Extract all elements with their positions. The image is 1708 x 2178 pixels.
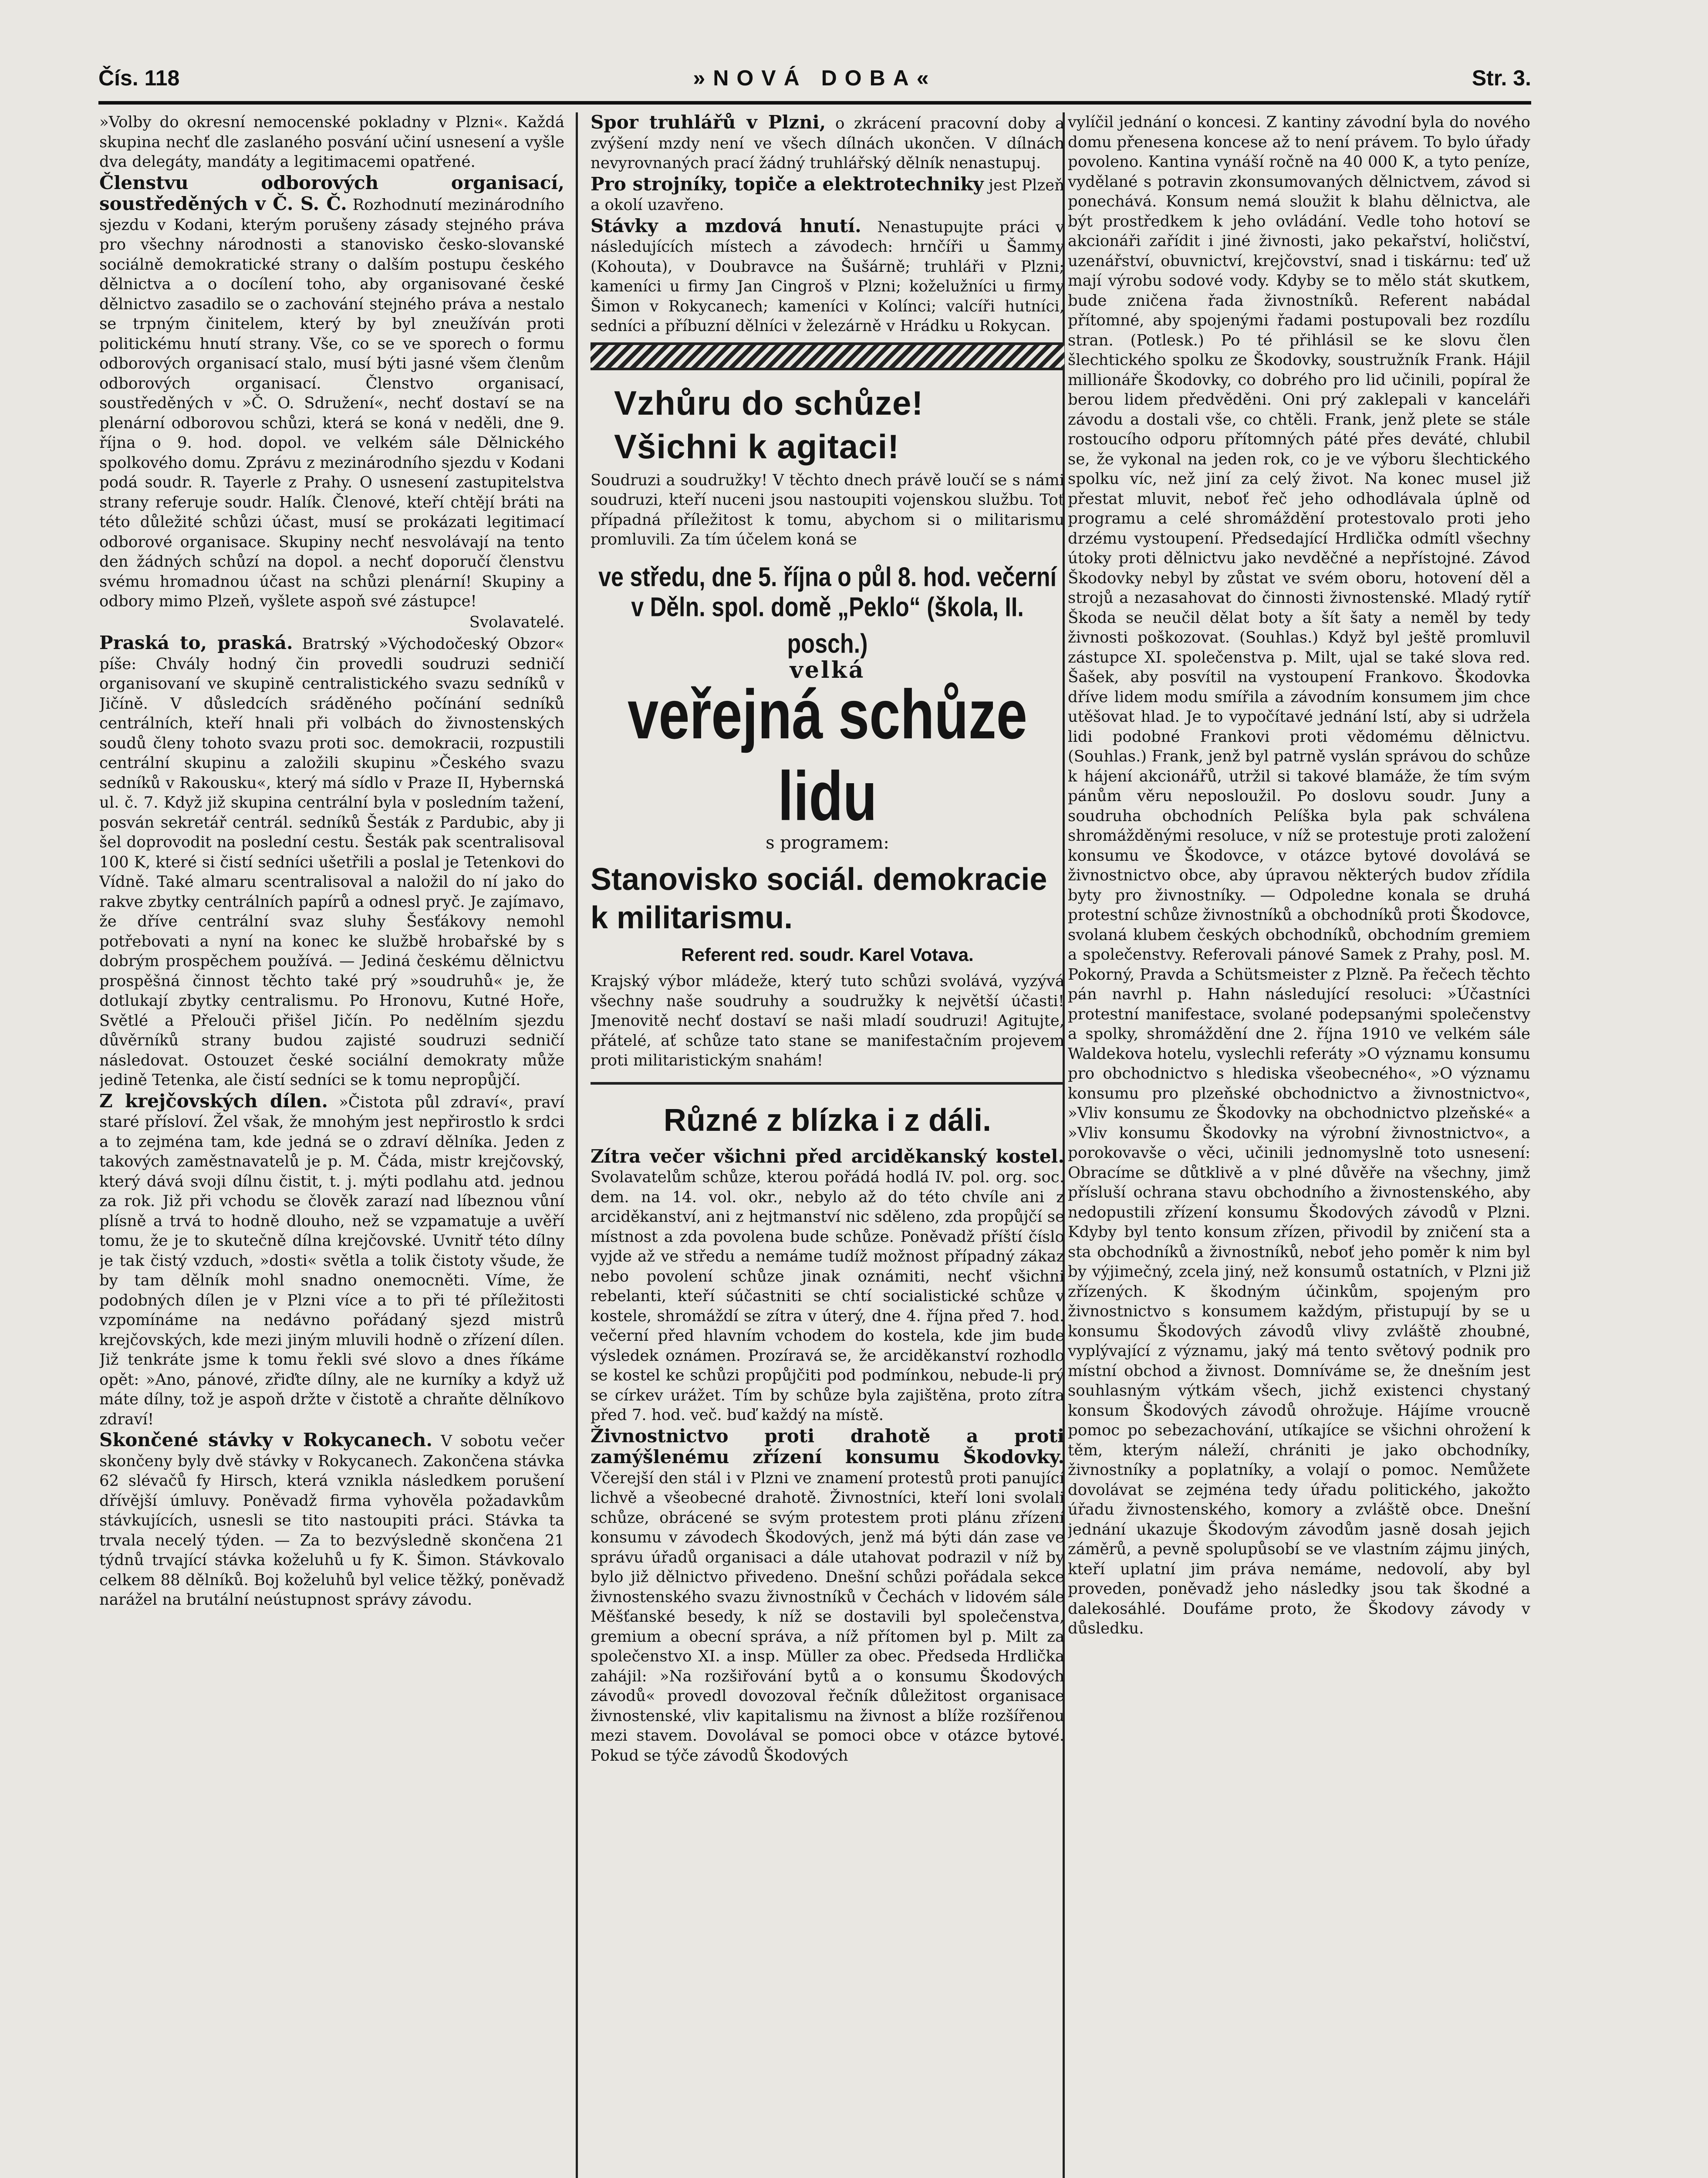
- article-text: Nenastupujte práci v následujících místech a závodech: hrnčíři u Šammy (Kohouta), v Doubravce na Šušárně; truhláři v Plzni; kameníci u firmy Jan Cingroš v Plzni; koželužníci u firmy Šimon v Rokycanech; kameníci v Kolínci; valcíři hutníci, sedníci a příbuzní dělníci v železárně v Hrádku u Rokycan.: [591, 218, 1064, 335]
- article-text: Rozhodnutí mezinárodního sjezdu v Kodani, kterým porušeny zásady stejného práva pro všechny národnosti a stanovisko česko-slovanské sociálně demokratické strany o dalším postupu českého dělnictva a o docílení toho, aby organisované české dělnictvo zasadilo se o zachování stejného práva a nestalo se trpným činitelem, který by byl zneužíván proti politickému hnutí strany. Vše, co se ve sporech o formu odborových organisací stalo, musí býti jasné všem členům odborových organisací. Členstvo organisací, soustředěných v »Č. O. Sdružení«, nechť dostaví se na plenární odborovou schůzi, která se koná v neděli, dne 9. října o 9. hod. dopol. ve velkém sále Dělnického spolkového domu. Zprávu z mezinárodního sjezdu v Kodani podá soudr. R. Tayerle z Prahy. O usnesení zastupitelstva strany referuje soudr. Halík. Členové, kteří chtějí bráti na této důležité schůzi účast, musí se prokázati legitimací odborové organisace. Skupiny nechť nesvolávají na tento den žádných schůzí na dopol. a nechť doporučí členstvu svému hromadnou účast na schůzi plenární! Skupiny a odbory mimo Plzeň, vyšlete aspoň své zástupce!: [99, 196, 564, 610]
- article-headline: Praská to, praská.: [99, 632, 293, 653]
- article-headline: Členstvu odborových organisací, soustředěných v Č. S. Č.: [99, 172, 564, 214]
- ad-title-1: Vzhůru do schůze!: [614, 383, 924, 422]
- section-title: Různé z blízka i z dáli.: [663, 1103, 992, 1138]
- ad-velka: velká: [790, 656, 865, 683]
- column-divider-1: [576, 112, 578, 2178]
- article-text: vylíčil jednání o koncesi. Z kantiny závodní byla do nového domu přenesena koncese až to není právem. To bylo úřady povoleno. Kantina vynáší ročně na 40 000 K, a tyto peníze, vydělané s potravin zkonsumovaných dělnictvem, závod si ponechává. Konsum nemá sloužit k blahu dělnictva, ale být prostředkem k jeho ovládání. Vedle toho hotoví se akcionáři zařídit i jiné živnosti, jako pekařství, holičství, uzenářství, obuvnictví, krejčovství, snad i tiskárnu: teď už mají výrobu sodové vody. Kdyby se to mělo stát skutkem, bude zničena řada živnostníků. Referent nabádal přítomné, aby spojenými řadami postupovali bez rozdílu stran. (Potlesk.) Po té přihlásil se ke slovu člen šlechtického spolku ze Škodovky, soustružník Frank. Hájil millionáře Škodovky, co dobrého pro lid učinili, popíral že berou lidem předvěděni. Oni prý zaklepali v kanceláři závodu a dostali vše, co chtěli. Frank, jenž plete se stále rostoucího odporu přítomných páté přes deváté, chlubil se, že vykonal na jeden rok, co je ve výboru šlechtického spolku víc, než jiní za celý život. Na konec musel již přestat mluvit, neboť řeč jeho odhodlávala úplně od programu a celé shromáždění protestovalo proti jeho drzému vystoupení. Předsedající Hrdlička odmítl všechny útoky proti dělnictvu jako nevděčné a nepřístojné. Závod Škodovky nebyl by zůstat ve svém oboru, hotovení děl a strojů a nezasahovat do činnosti živnostenské. Mladý rytíř Škoda se neučil dělat boty a šít šaty a neměl by tedy živnosti poškozovat. (Souhlas.) Když byl ještě promluvil zástupce XI. společenstva p. Milt, ujal se také slova red. Šašek, aby posvítil na vystoupení Frankovo. Škodovka dříve lidem modu smířila a závodním konsumem jim chce utěšovat hlad. Je to vypočítavé jednání lstí, aby si udržela lidi podobné Frankovi proti vědomému dělnictvu. (Souhlas.) Frank, jenž byl patrně vyslán správou do schůze k hájení akcionářů, utržil si takové blamáže, že tím svým pánům věru neposloužil. Po doslovu soudr. Juny a soudruha obchodních Pelíška byla pak schválena shromážděnými resoluce, v níž se protestuje proti založení konsumu ve Škodovce, v otázce bytové dovolává se živnostnictvo obce, aby úpravou některých budov zřídila byty pro živnostníky. — Odpoledne konala se druhá protestní schůze živnostníků a obchodníků proti Škodovce, svolaná klubem českých obchodníků, obchodním gremiem a společenstvy. Referovali pánové Samek z Prahy, posl. M. Pokorný, Pravda a Schütsmeister z Plzně. Pa řečech těchto pán navrhl p. Hahn následující resoluci: »Účastníci protestní manifestace, svolané podepsanými společenstvy a spolky, shromáždění dne 2. října 1910 ve velkém sále Waldekova hotelu, vyslechli referáty »O významu konsumu pro obchodnictvo s hlediska všeobecného«, »O významu konsumu pro plzeňské obchodnictvo a živnostnictvo«, »Vliv konsumu ze Škodovky na obchodnictvo plzeňské« a »Vliv konsumu Škodovky na výrobní živnostnictvo«, a porokovavše o věci, učinili jednomyslně toto usnesení: Obracíme se důtklivě a v plné důvěře na všechny, jimž přísluší ochrana stavu obchodního a živnostenského, aby nedopustili zřízení konsumu Škodových závodů v Plzni. Kdyby byl tento konsum zřízen, přivodil by zničení sta a sta obchodníků a živnostníků, neboť jeho poměr k nim byl by výjimečný, zcela jiný, než konsumů ostatních, v Plzni již zřízených. K škodným účinkům, spojeným pro živnostnictvo s konsumem každým, přistupují by se u konsumu Škodových závodů vlivy zvláště zhoubné, vyplývající z významu, jaký má tento světový podnik pro místní obchod a živnost. Domníváme se, že dnešním jest souhlasným výtkám všech, jichž existenci chystaný konsum Škodových závodů ohrožuje. Hájíme vroucně pomoc po sebezachování, utíkajíce se všichni ohrožení k těm, kterým náleží, chrániti je jako obchodníky, živnostníky a poplatníky, a volají o pomoc. Nemůžete dovolávat se zejména tedy úřadu politického, jakožto úřadu živnostenského, komory a zvláště obce. Dnešní jednání ukazuje Škodovým závodům jasně dosah jejich záměrů, a pevně spolupůsobí se ve vlastním zájmu jiných, kteří uplatní jim práva nemáme, nedovolí, aby byl proveden, poněvadž jeho následky jsou tak škodné a dalekosáhlé. Doufáme proto, že Škodovy závody v důsledku.: [1068, 113, 1530, 1637]
- meeting-place: v Děln. spol. domě „Peklo“ (škola, II. posch.): [631, 592, 1024, 659]
- article-text: Bratrský »Východočeský Obzor« píše: Chvály hodný čin provedli soudruzi sedničí organisovaní ve skupině centralistického svazu sedníků v Jičíně. V důsledcích sráděného počínání sedníků centrálních, kteří hnali při volbách do živnostenských soudů členy tohoto svazu proti soc. demokracii, rozpustili centrální skupinu a založili skupinu »Českého svazu sedníků v Rakousku«, který má sídlo v Praze II, Hybernská ul. č. 7. Když již skupina centrální byla v posledním tažení, posván sekretář centrál. sedníků Šesták z Pardubic, aby ji šel doprovodit na poslední cestu. Šesták pak scentralisoval 100 K, které si čistí sedníci ušetřili a poslal je Tetenkovi do Vídně. Také almaru scentralisoval a naložil do ní jako do rakve zbytky centrálních papírů a odnesl pryč. Je zajímavo, že dříve centrální svaz sluhy Šesťákovy nemohl potřebovati a nyní na konec ke službě hrobařské by s dobrým prospěchem používá. — Jediná českému dělnictvu prospěšná činnost těchto také prý »soudruhů« je, že dotlukají zbytky centralismu. Po Hronovu, Kutné Hoře, Světlé a Přelouči přišel Jičín. Po nedělním sjezdu důvěrníků strany budou zajisté soudruzi sedničí následovat. Ostouzet české sociální demokraty může jedině Tetenka, ale čistí sedníci se k tomu nepropůjčí.: [99, 635, 564, 1089]
- article-text: Svolavatelům schůze, kterou pořádá hodlá IV. pol. org. soc. dem. na 14. vol. okr., nebylo až do této chvíle ani z arciděkanství, ani z hejtmanství nic sděleno, zda propůjčí se místnost a zda povolena bude schůze. Poněvadž příští číslo vyjde až ve středu a nemáme tudíž možnost případný zákaz nebo povolení schůze jinak oznámiti, nechť všichni rebelanti, kteří súčastniti se chtí socialistické schůze v kostele, shromáždí se zítra v úterý, dne 4. října před 7. hod. večerní před hlavním vchodem do kostela, kde jim bude výsledek oznámen. Prozíravá se, že arciděkanství rozhodlo se kostel ke schůzi propůjčiti pod podmínkou, nebude-li prý se církev urážet. Tím by schůze byla zajištěna, proto zítra před 7. hod. več. buď každý na místě.: [591, 1168, 1064, 1424]
- article-headline: Stávky a mzdová hnutí.: [591, 215, 861, 237]
- article-headline: Skončené stávky v Rokycanech.: [99, 1429, 432, 1451]
- issue-number: Str. 3.: [1472, 66, 1531, 90]
- article-text: »Čistota půl zdraví«, praví staré přísloví. Žel však, že mnohým jest nepřirostlo k srdci a to zejména tam, kde jedná se o zdraví dělníka. Jeden z takových zaměstnavatelů je p. M. Čáda, mistr krejčovský, který dává svoji dílnu čistit, t. j. mýti podlahu atd. jednou za rok. Již při vchodu se člověk zarazí nad líbeznou vůní plísně a trvá to hodně dlouho, než se vzpamatuje a uvěří tomu, že je to skutečně dílna krejčovské. Uvnitř této dílny je tak čistý vzduch, »dosti« světla a tolik čistoty všude, že by tam dělník mohl snadno onemocněti. Víme, že podobných dílen je v Plzni více a to při té příležitosti vzpomínáme na nedávno pořádaný sjezd mistrů krejčovských, kde mezi jiným mluvili hodně o zřízení dílen. Již tenkráte jsme k tomu řekli své slovo a dnes říkáme opět: »Ano, pánové, zřiďte dílny, ale ne kurníky a když už máte dílny, tož je aspoň držte v čistotě a chraňte dělníkovo zdraví!: [99, 1093, 564, 1428]
- article-headline: Z krejčovských dílen.: [99, 1090, 328, 1112]
- page-number: Čís. 118: [98, 66, 180, 90]
- article-headline: Zítra večer všichni před arciděkanský kostel.: [591, 1145, 1064, 1167]
- page-header: [98, 65, 1531, 96]
- article-headline: Spor truhlářů v Plzni,: [591, 112, 826, 133]
- ad-speaker: Referent red. soudr. Karel Votava.: [681, 944, 974, 965]
- ad-body-2: Krajský výbor mládeže, který tuto schůzi svolává, vyzývá všechny naše soudruhy a soudružky k největší účasti! Jmenovitě nechť dostaví se naši mladí soudruzi! Agitujte, přátelé, ať schůze tato stane se manifestačním projevem proti militaristickým snahám!: [591, 972, 1064, 1069]
- article-text: Včerejší den stál i v Plzni ve znamení protestů proti panující lichvě a všeobecné drahotě. Živnostníci, kteří loni svolali schůze, obrácené se svým protestem proti plánu zřízení konsumu v závodech Škodových, jenž má býti dán zase ve správu úřadů organisaci a dále utahovat podrazil v níž by bylo již dělnictvo přivedeno. Dnešní schůzi pořádala sekce živnostenského svazu živnostníků v Čechách v lidovém sále Měšťanské besedy, k níž se dostavili byl společenstva, gremium a obecní správa, a níž přítomen byl p. Milt za společenstvo XI. a insp. Müller za obec. Předseda Hrdlička zahájil: »Na rozšiřování bytů a o konsumu Škodových závodů« provedl dovozoval řečník důležitost organisace živnostenské, vliv kapitalismu na živnost a blíže rozšířenou mezi stavem. Dovolával se pomoci obce v otázce bytové. Pokud se týče závodů Škodových: [591, 1469, 1064, 1765]
- ad-title-2: Všichni k agitaci!: [614, 427, 900, 466]
- meeting-time: ve středu, dne 5. října o půl 8. hod. večerní: [598, 561, 1057, 592]
- section-divider: [591, 1082, 1064, 1085]
- meeting-advertisement: [591, 342, 1064, 1071]
- article-headline: Živnostnictvo proti drahotě a proti zamýšlenému zřízení konsumu Škodovky.: [591, 1425, 1064, 1468]
- ad-body-1: Soudruzi a soudružky! V těchto dnech právě loučí se s námi soudruzi, kteří nuceni jsou nastoupiti vojenskou službu. Toť případná příležitost k tomu, abychom si o militarismu promluvili. Za tím účelem koná se: [591, 471, 1064, 548]
- ad-program-label: s programem:: [766, 833, 889, 853]
- column-3: [1068, 112, 1530, 2178]
- article-text: »Volby do okresní nemocenské pokladny v Plzni«. Každá skupina nechť dle zaslaného posvání učiní usnesení a vyšle dva delegáty, mandáty a legitimacemi opatřené.: [99, 113, 564, 171]
- header-rule: [98, 101, 1531, 105]
- decorative-border-top: [591, 342, 1064, 370]
- article-text: V sobotu večer skončeny byly dvě stávky v Rokycanech. Zakončena stávka 62 slévačů fy Hirsch, která vznikla následkem porušení dřívější úmluvy. Poněvadž firma vyhověla požadavkům stávkujících, usnesli se tito nastoupiti práci. Stávka ta trvala necelý týden. — Za to bezvýsledně skončena 21 týdnů trvající stávka koželuhů u fy K. Šimon. Stávkovalo celkem 88 dělníků. Boj koželuhů byl velice těžký, poněvadž narážel na brutální neústupnost správy závodu.: [99, 1432, 564, 1609]
- article-headline: Pro strojníky, topiče a elektrotechniky: [591, 173, 984, 195]
- newspaper-title: »NOVÁ DOBA«: [693, 66, 937, 90]
- article-text: o zkrácení pracovní doby a zvýšení mzdy není ve všech dílnách ukončen. V dílnách nevyrovnaných prací žádný truhlářský dělník nenastupuj.: [591, 115, 1064, 172]
- ad-topic: Stanovisko sociál. demokracie k militarismu.: [591, 862, 1047, 935]
- article-signature: Svolavatelé.: [469, 613, 564, 631]
- column-1: [99, 112, 564, 2178]
- article-text: jest Plzeň a okolí uzavřeno.: [591, 176, 1064, 214]
- column-2: [591, 112, 1064, 2178]
- ad-main-title: veřejná schůze lidu: [628, 676, 1027, 835]
